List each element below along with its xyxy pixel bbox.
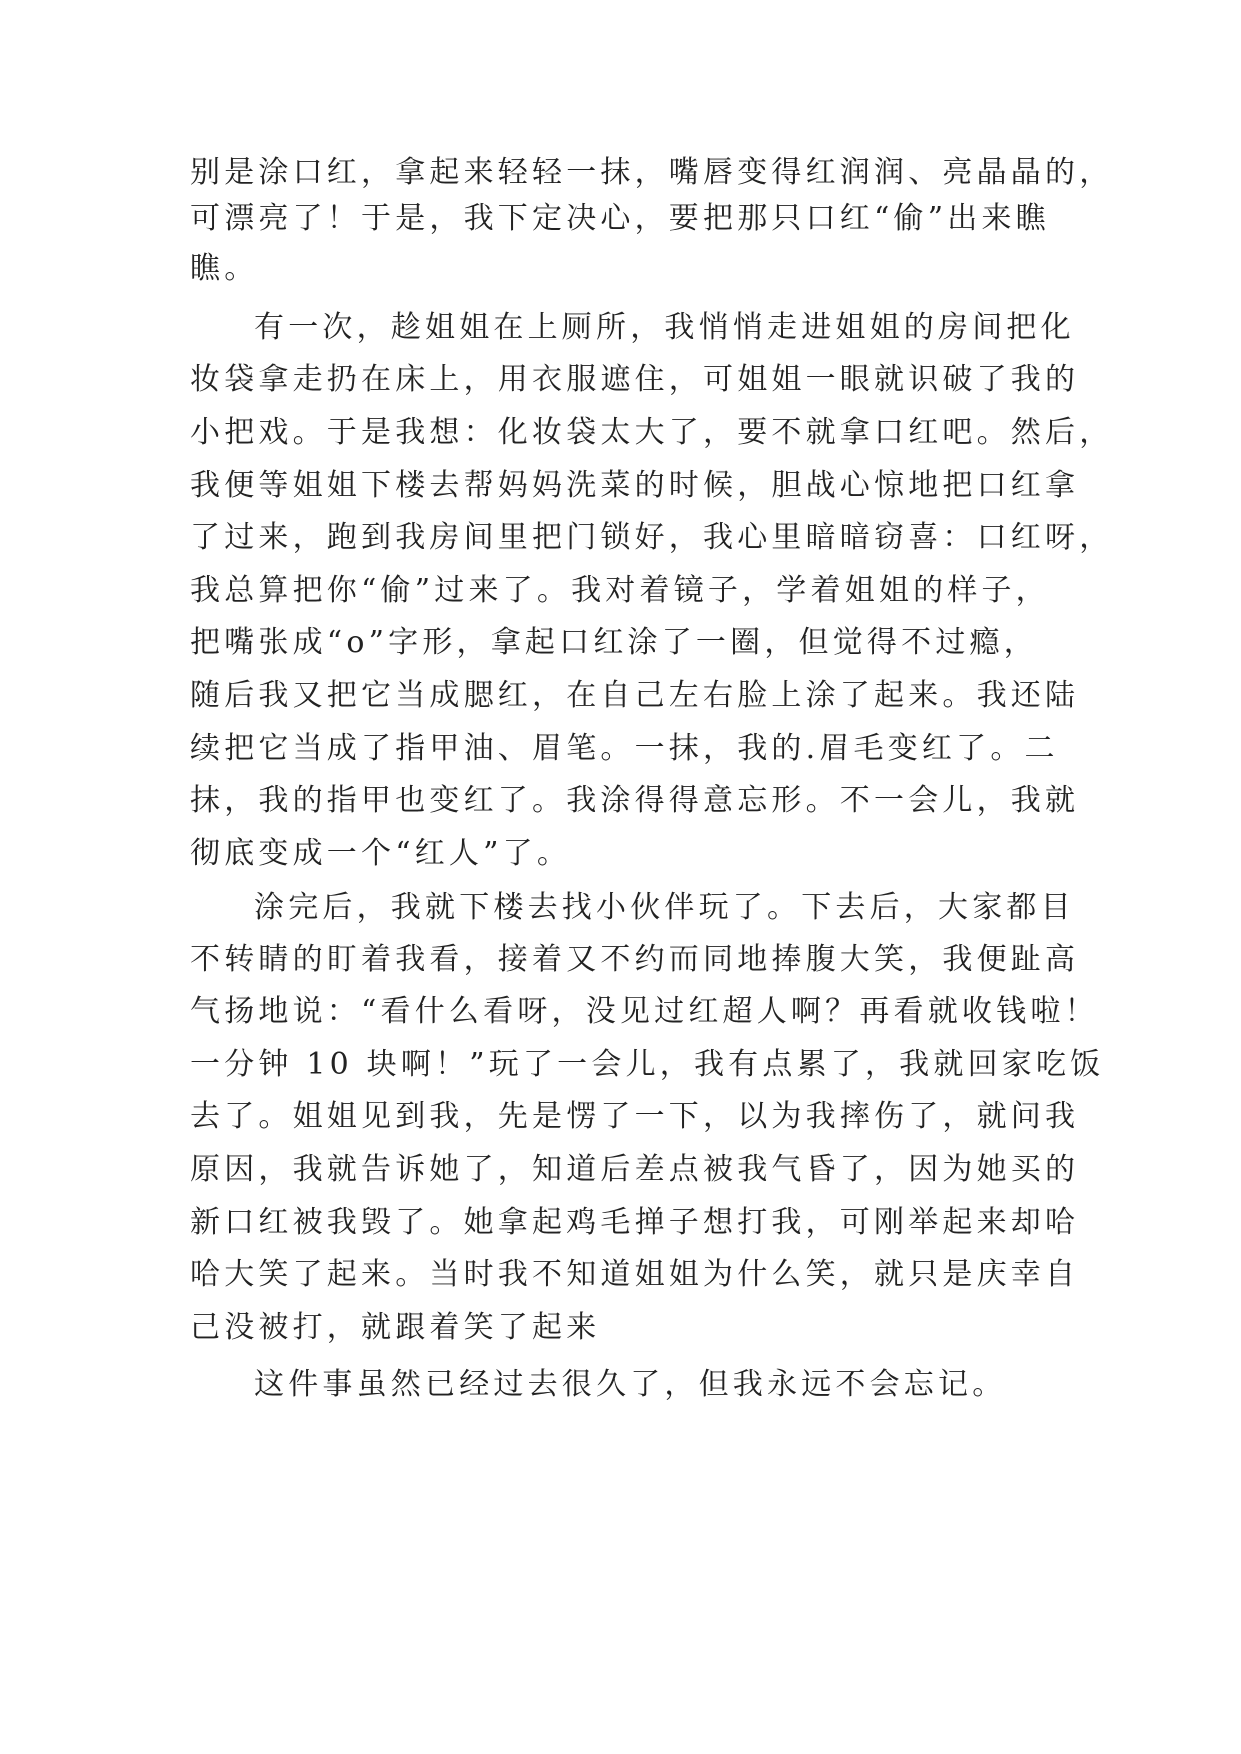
- text-line: 彻底变成一个“红人”了。: [190, 836, 572, 871]
- text-line: 别是涂口红，拿起来轻轻一抹，嘴唇变得红润润、亮晶晶的，: [190, 155, 1114, 190]
- text-line: 妆袋拿走扔在床上，用衣服遮住，可姐姐一眼就识破了我的: [190, 362, 1080, 397]
- text-line: 新口红被我毁了。她拿起鸡毛掸子想打我，可刚举起来却哈: [190, 1205, 1080, 1240]
- text-line: 去了。姐姐见到我，先是愣了一下，以为我摔伤了，就问我: [190, 1099, 1080, 1134]
- text-line: 随后我又把它当成腮红，在自己左右脸上涂了起来。我还陆: [190, 678, 1080, 713]
- text-line: 把嘴张成“o”字形，拿起口红涂了一圈，但觉得不过瘾，: [190, 625, 1038, 660]
- text-line: 这件事虽然已经过去很久了，但我永远不会忘记。: [254, 1367, 1007, 1402]
- text-line: 气扬地说：“看什么看呀，没见过红超人啊？再看就收钱啦！: [190, 994, 1099, 1029]
- text-line: 小把戏。于是我想：化妆袋太大了，要不就拿口红吧。然后，: [190, 415, 1114, 450]
- text-line: 不转睛的盯着我看，接着又不约而同地捧腹大笑，我便趾高: [190, 942, 1080, 977]
- text-line: 可漂亮了！于是，我下定决心，要把那只口红“偷”出来瞧: [190, 201, 1050, 236]
- text-line: 瞧。: [190, 251, 259, 286]
- text-line: 续把它当成了指甲油、眉笔。一抹，我的.眉毛变红了。二: [190, 731, 1059, 766]
- text-line: 原因，我就告诉她了，知道后差点被我气昏了，因为她买的: [190, 1152, 1080, 1187]
- text-line: 哈大笑了起来。当时我不知道姐姐为什么笑，就只是庆幸自: [190, 1257, 1080, 1292]
- text-line: 抹，我的指甲也变红了。我涂得得意忘形。不一会儿，我就: [190, 783, 1080, 818]
- text-line: 有一次，趁姐姐在上厕所，我悄悄走进姐姐的房间把化: [254, 310, 1075, 345]
- text-line: 涂完后，我就下楼去找小伙伴玩了。下去后，大家都目: [254, 890, 1075, 925]
- text-line: 我便等姐姐下楼去帮妈妈洗菜的时候，胆战心惊地把口红拿: [190, 468, 1080, 503]
- text-line: 我总算把你“偷”过来了。我对着镜子，学着姐姐的样子，: [190, 573, 1050, 608]
- text-line: 一分钟 10 块啊！”玩了一会儿，我有点累了，我就回家吃饭: [190, 1047, 1105, 1082]
- text-line: 己没被打，就跟着笑了起来: [190, 1310, 601, 1345]
- text-line: 了过来，跑到我房间里把门锁好，我心里暗暗窃喜：口红呀，: [190, 520, 1114, 555]
